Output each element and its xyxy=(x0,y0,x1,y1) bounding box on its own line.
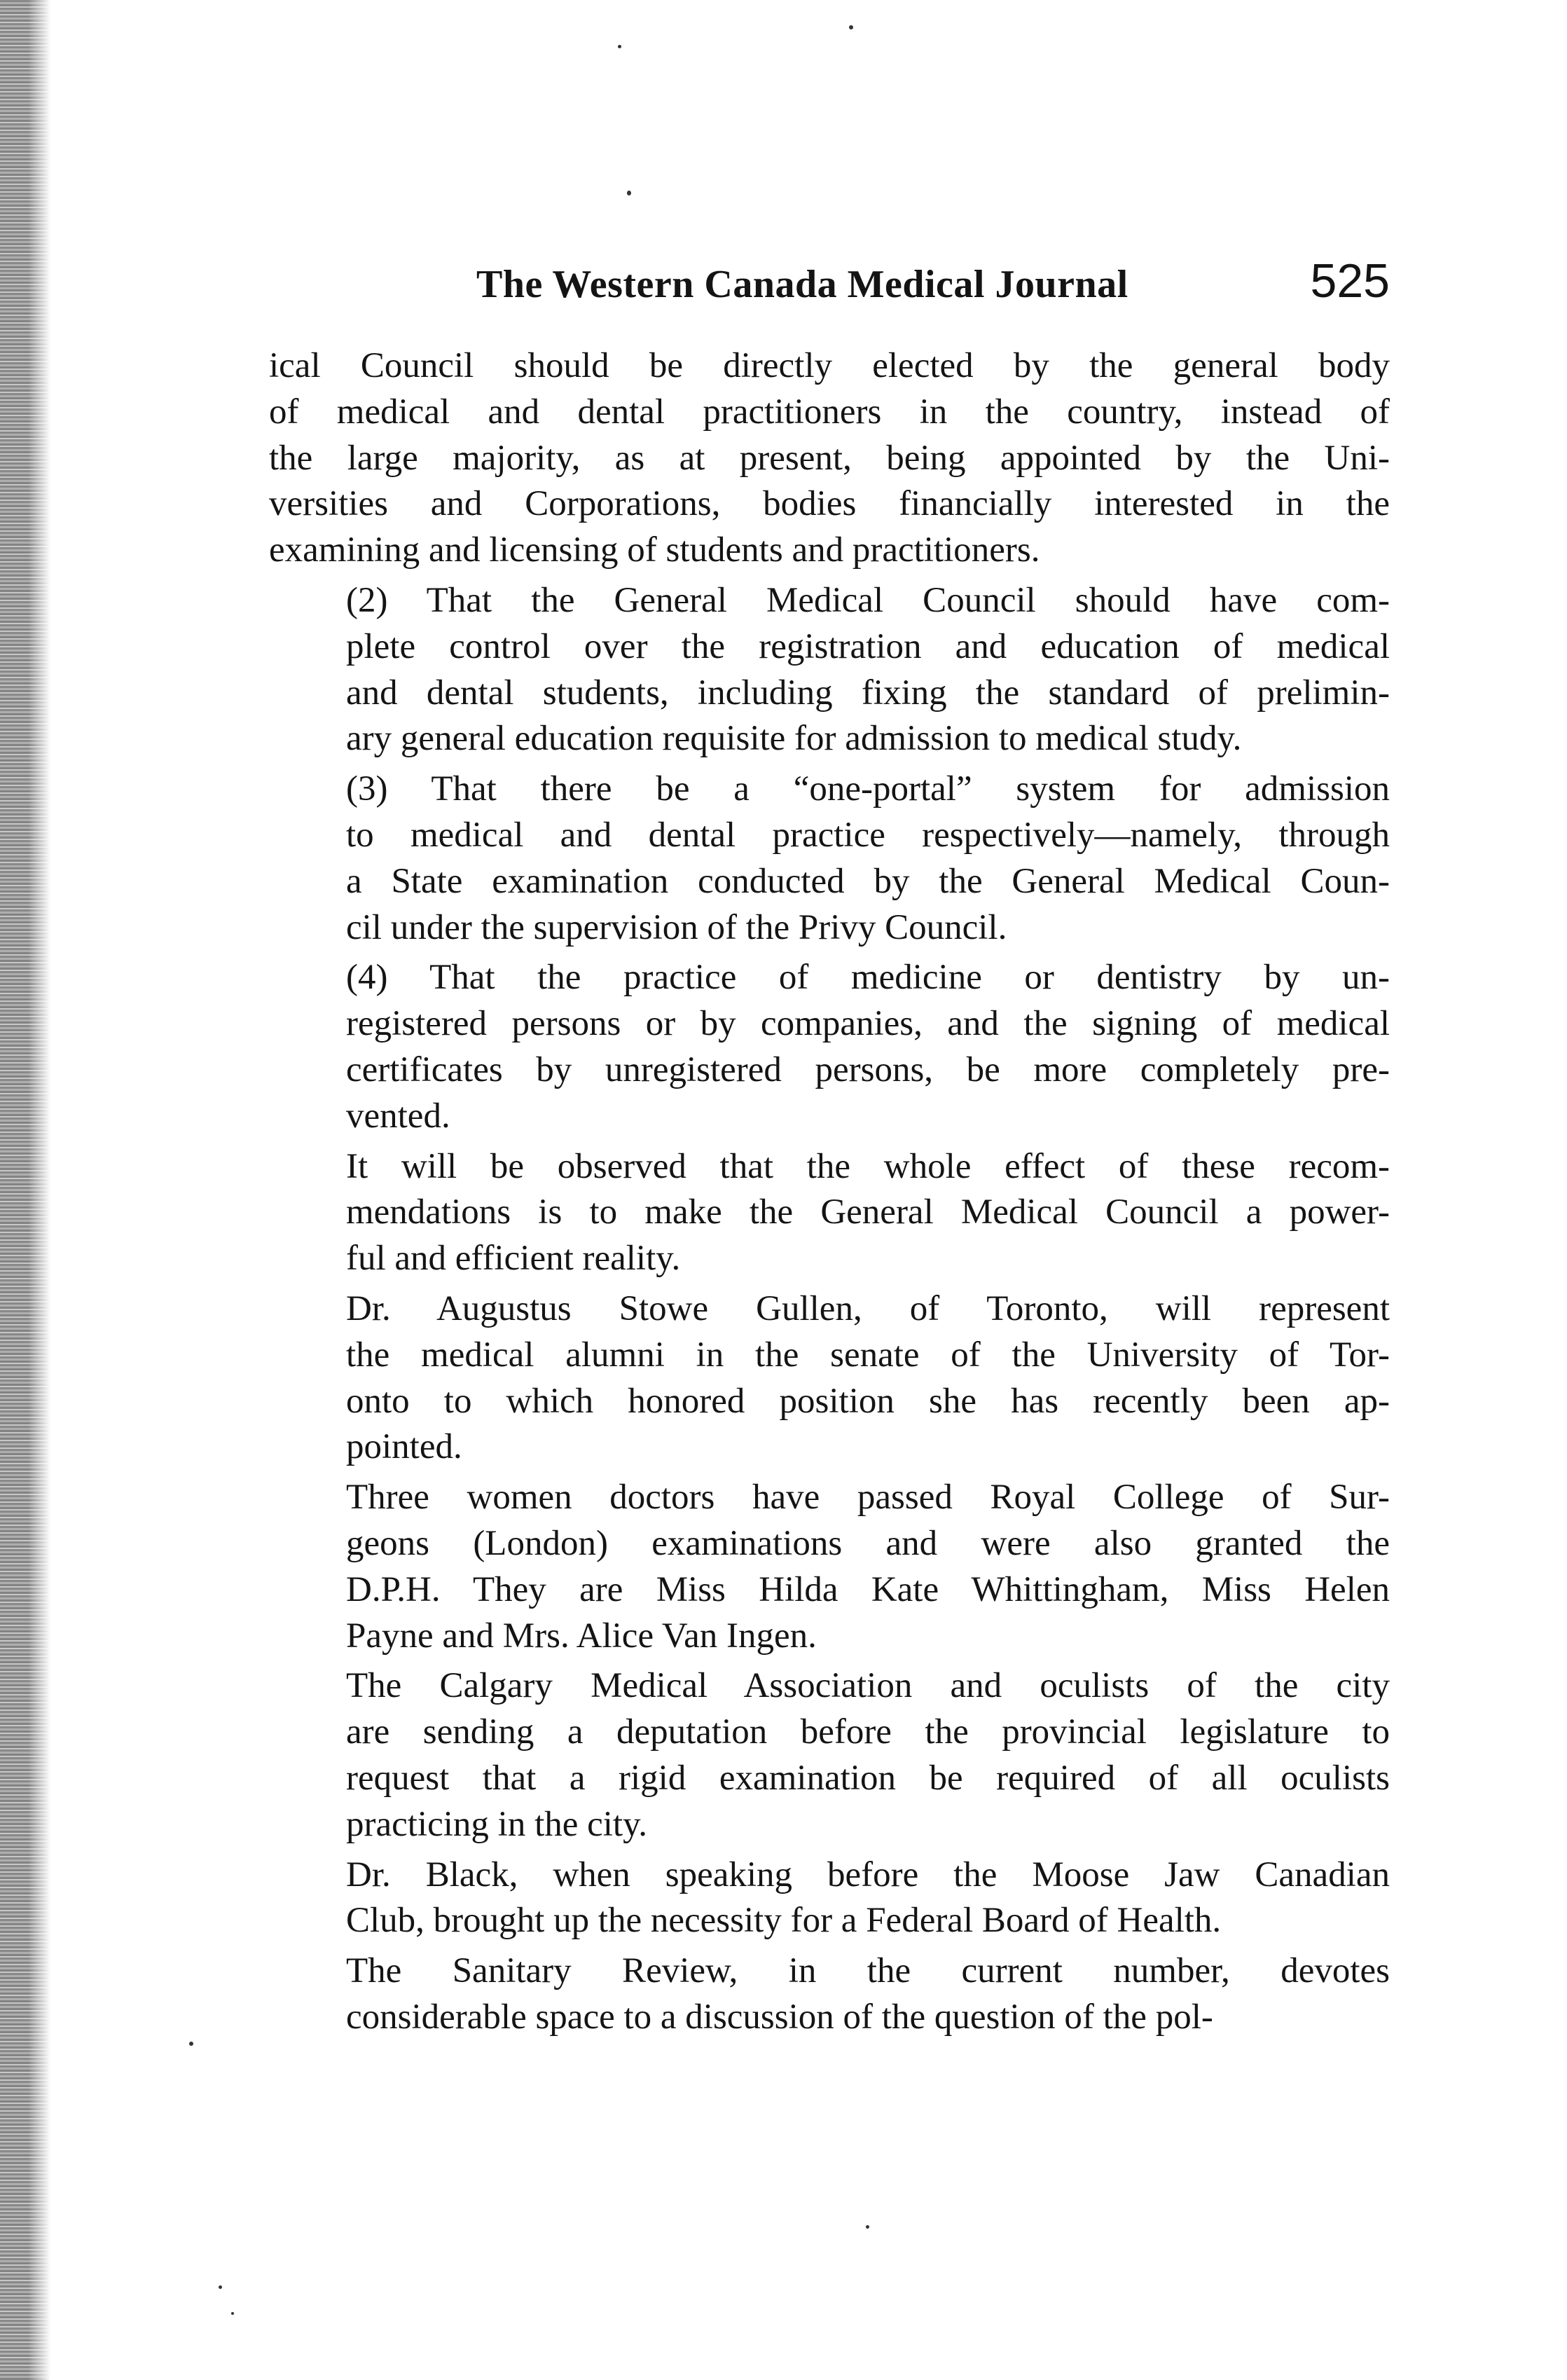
text-line: D.P.H. They are Miss Hilda Kate Whittingham, Miss Helen xyxy=(346,1569,1390,1609)
text-line: Dr. Black, when speaking before the Moose Jaw Canadian xyxy=(346,1855,1390,1894)
text-line: Dr. Augustus Stowe Gullen, of Toronto, will represent xyxy=(346,1288,1390,1328)
text-line: of medical and dental practitioners in the country, instead of xyxy=(269,392,1390,432)
text-line: are sending a deputation before the provincial legislature to xyxy=(346,1712,1390,1752)
paragraph xyxy=(269,1144,1390,1282)
journal-title: The Western Canada Medical Journal xyxy=(476,263,1128,306)
text-line: ical Council should be directly elected by the general body xyxy=(269,346,1390,385)
paragraph xyxy=(269,1475,1390,1659)
text-line: (2) That the General Medical Council should have com- xyxy=(346,580,1390,620)
text-line: certificates by unregistered persons, be more completely pre- xyxy=(346,1050,1390,1089)
text-line: versities and Corporations, bodies financially interested in the xyxy=(269,484,1390,524)
text-line: Payne and Mrs. Alice Van Ingen. xyxy=(346,1616,817,1656)
text-line: pointed. xyxy=(346,1427,462,1467)
article-body xyxy=(269,343,1390,2041)
text-line: It will be observed that the whole effect of these recom- xyxy=(346,1146,1390,1186)
text-line: examining and licensing of students and practitioners. xyxy=(269,530,1040,570)
text-line: a State examination conducted by the General Medical Coun- xyxy=(346,861,1390,901)
text-line: and dental students, including fixing the standard of prelimin- xyxy=(346,673,1390,713)
paragraph xyxy=(269,955,1390,1139)
text-line: Three women doctors have passed Royal College of Sur- xyxy=(346,1478,1390,1518)
paragraph xyxy=(269,1286,1390,1471)
text-line: vented. xyxy=(346,1096,450,1136)
paragraph xyxy=(269,1948,1390,2041)
text-line: ful and efficient reality. xyxy=(346,1239,681,1279)
text-line: The Calgary Medical Association and oculists of the city xyxy=(346,1666,1390,1706)
scanned-binding-edge xyxy=(0,0,50,2380)
text-line: Club, brought up the necessity for a Federal Board of Health. xyxy=(346,1901,1222,1941)
text-line: cil under the supervision of the Privy Council. xyxy=(346,907,1007,947)
text-line: registered persons or by companies, and the signing of medical xyxy=(346,1004,1390,1044)
paragraph xyxy=(269,578,1390,762)
text-line: considerable space to a discussion of the question of the pol- xyxy=(346,1997,1213,2037)
text-line: the medical alumni in the senate of the University of Tor- xyxy=(346,1335,1390,1375)
paragraph xyxy=(269,1663,1390,1848)
text-line: practicing in the city. xyxy=(346,1804,648,1844)
text-line: mendations is to make the General Medical Council a power- xyxy=(346,1192,1390,1232)
text-line: plete control over the registration and education of medical xyxy=(346,626,1390,666)
text-line: geons (London) examinations and were also granted the xyxy=(346,1523,1390,1563)
text-line: The Sanitary Review, in the current number, devotes xyxy=(346,1951,1390,1991)
text-line: the large majority, as at present, being appointed by the Uni- xyxy=(269,438,1390,478)
text-line: (3) That there be a “one-portal” system for admission xyxy=(346,769,1390,809)
journal-page xyxy=(269,252,1390,2041)
text-line: to medical and dental practice respectively—namely, through xyxy=(346,815,1390,855)
running-head xyxy=(269,252,1390,315)
paragraph xyxy=(269,343,1390,574)
text-line: ary general education requisite for admission to medical study. xyxy=(346,719,1242,759)
text-line: (4) That the practice of medicine or dentistry by un- xyxy=(346,958,1390,998)
text-line: onto to which honored position she has recently been ap- xyxy=(346,1381,1390,1421)
page-number: 525 xyxy=(1310,254,1390,308)
paragraph xyxy=(269,766,1390,951)
text-line: request that a rigid examination be required of all oculists xyxy=(346,1758,1390,1798)
paragraph xyxy=(269,1852,1390,1945)
